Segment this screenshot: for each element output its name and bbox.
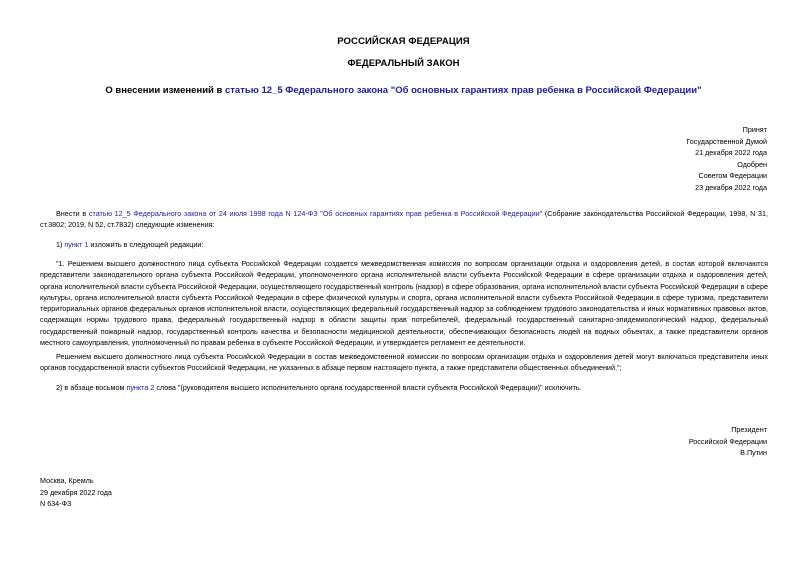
item-1-suffix: изложить в следующей редакции: [88,240,204,249]
item-1-link[interactable]: пункт 1 [64,240,89,249]
item-2-suffix: слова "(руководителя высшего исполнительного органа государственной власти субъекта Российской Федерации)" исключить. [154,383,582,392]
intro-paragraph [40,208,768,231]
law-title-link[interactable]: статью 12_5 Федерального закона "Об основных гарантиях прав ребенка в Российской Федерации" [225,85,702,96]
adoption-line: Принят [742,125,767,134]
adoption-line: 21 декабря 2022 года [695,148,767,157]
signature-line: В.Путин [740,448,767,457]
place-date-block [40,475,112,510]
country-heading: РОССИЙСКАЯ ФЕДЕРАЦИЯ [337,36,470,47]
adoption-line: Государственной Думой [686,136,767,146]
item-1-prefix: 1) [56,240,65,249]
law-title [0,85,807,96]
intro-suffix: (Собрание законодательства Российской Федерации, 1998, N 31, ст.3802; 2019, N 52, ст.7832) следующие изменения: [40,209,768,230]
law-number-line: N 634-ФЗ [40,499,72,508]
signature-block [689,424,767,459]
adoption-line: 23 декабря 2022 года [695,182,767,192]
adoption-block [686,124,767,193]
signature-line: Президент [731,425,767,434]
item-1-paragraph [40,239,768,250]
place-line: Москва, Кремль [40,476,94,485]
adoption-line: Советом Федерации [698,171,767,180]
item-2-prefix: 2) в абзаце восьмом [56,383,127,392]
intro-prefix: Внести в [56,209,89,218]
quote-paragraph-2: Решением высшего должностного лица субъекта Российской Федерации в состав межведомственной комиссии по вопросам организации отдыха и оздоровления детей могут включаться представители иных органов государственной власти субъектов Российской Федерации, не указанных в абзаце первом настоящего пункта, а также представители общественных объединений."; [40,352,768,373]
adoption-line: Одобрен [737,159,767,169]
quote-paragraph-1: "1. Решением высшего должностного лица субъекта Российской Федерации создается межведомственная комиссия по вопросам организации отдыха и оздоровления детей, в состав которой включаются представители законодательного органа субъекта Российской Федерации, уполномоченного органа исполнительной власти субъекта Российской Федерации в сфере организации отдыха и оздоровления детей, органа исполнительной власти субъекта Российской Федерации, осуществляющего государственный контроль (надзор) в сфере образования, органа исполнительной власти субъекта Российской Федерации в сфере культуры, органа исполнительной власти субъекта Российской Федерации в сфере физической культуры и спорта, органа исполнительной власти субъекта Российской Федерации в сфере туризма, представители территориальных органов федеральных органов исполнительной власти, осуществляющих федеральный государственный надзор за соблюдением трудового законодательства и иных нормативных правовых актов, содержащих нормы трудового права, федеральный государственный надзор в области защиты прав потребителей, федеральный государственный санитарно-эпидемиологический надзор, федеральный государственный пожарный надзор, государственный контроль качества и безопасности медицинской деятельности, обеспечивающих безопасность людей на водных объектах, а также представители органов местного самоуправления, уполномоченный по правам ребенка в субъекте Российской Федерации, и утверждается регламент ее деятельности. [40,259,768,348]
law-title-prefix: О внесении изменений в [105,85,225,96]
signature-line: Российской Федерации [688,436,767,446]
intro-law-link[interactable]: статью 12_5 Федерального закона от 24 июля 1998 года N 124-ФЗ "Об основных гарантиях прав ребенка в Российской Федерации" [88,209,543,218]
law-type-heading: ФЕДЕРАЛЬНЫЙ ЗАКОН [347,58,460,69]
item-2-link[interactable]: пункта 2 [126,383,155,392]
date-line: 29 декабря 2022 года [40,487,112,497]
item-2-paragraph [40,382,768,393]
